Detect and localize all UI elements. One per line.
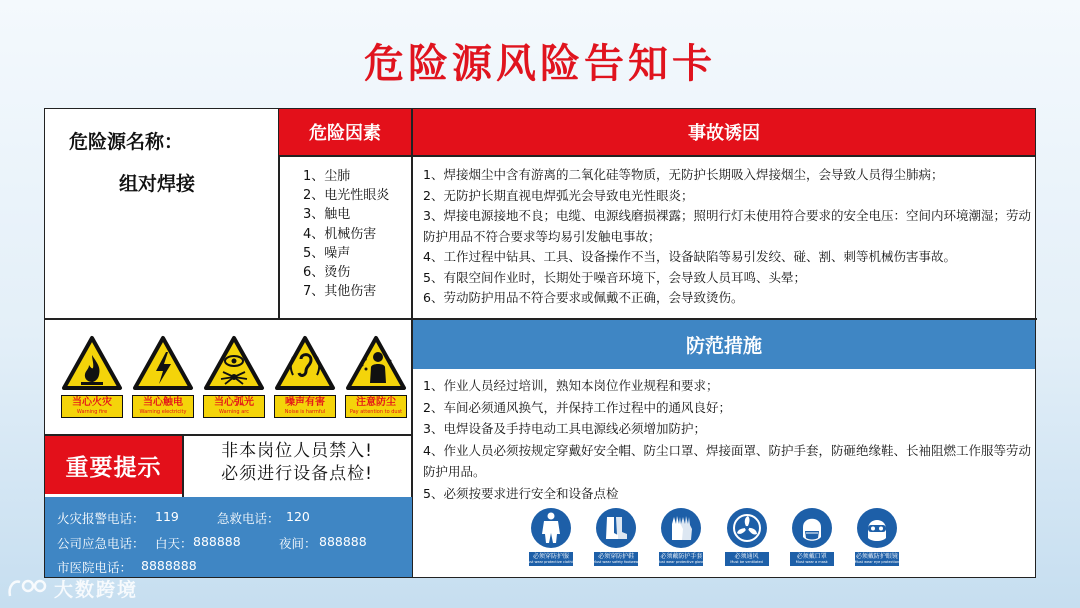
causes-header: 事故诱因 (413, 109, 1035, 155)
important-notice-text: 非本岗位人员禁入! 必须进行设备点检! (221, 441, 373, 484)
dust-icon (345, 335, 407, 391)
day-number: 888888 (193, 534, 241, 549)
important-notice-title: 重要提示 (45, 436, 182, 494)
list-item: 6、烫伤 (303, 265, 351, 281)
ppe-label: 必须戴口罩 Must wear a mask (790, 552, 834, 566)
protective-clothing-icon (530, 507, 572, 549)
list-item: 2、电光性眼炎 (303, 188, 390, 204)
ppe-label: 必须穿防护鞋 Must wear safety footwear (592, 553, 640, 564)
warning-sign-noise (274, 335, 336, 418)
list-item: 5、有限空间作业时，长期处于噪音环境下，会导致人员耳鸣、头晕； (423, 269, 806, 285)
safety-boots-icon (595, 507, 637, 549)
list-item: 5、噪声 (303, 245, 351, 261)
hospital-number: 8888888 (141, 558, 197, 573)
warning-label: 当心弧光 Warning arc (203, 395, 265, 418)
list-item: 4、工作过程中钻具、工具、设备操作不当，设备缺陷等易引发绞、碰、割、刺等机械伤害事故。 (423, 249, 956, 264)
company-emergency-label: 公司应急电话： (57, 536, 145, 551)
first-aid-number: 120 (286, 509, 310, 524)
list-item: 1、焊接烟尘中含有游离的二氧化硅等物质，无防护长期吸入焊接烟尘，会导致人员得尘肺病； (423, 167, 944, 182)
list-item: 6、劳动防护用品不符合要求或佩戴不正确，会导致烫伤。 (423, 290, 744, 305)
warning-sign-dust (345, 335, 407, 418)
measures-header: 防范措施 (413, 320, 1035, 369)
day-label: 白天： (155, 536, 193, 551)
warning-label: 当心火灾 Warning fire (61, 395, 123, 418)
measures-list (423, 375, 1033, 504)
fire-icon (61, 335, 123, 391)
list-item: 2、无防护长期直视电焊弧光会导致电光性眼炎； (423, 187, 694, 203)
noise-icon (274, 335, 336, 391)
factors-header: 危险因素 (279, 109, 411, 155)
ppe-sign-ventilation (725, 507, 769, 566)
warning-sign-electricity (132, 335, 194, 418)
divider (279, 155, 1035, 157)
gloves-icon (660, 507, 702, 549)
electricity-icon (132, 335, 194, 391)
list-item: 2、车间必须通风换气，并保持工作过程中的通风良好； (423, 399, 731, 415)
list-item: 1、作业人员经过培训，熟知本岗位作业规程和要求； (423, 378, 719, 393)
watermark-logo-icon (6, 576, 50, 602)
ppe-label: 必须戴防护手套 Must wear protective gloves (656, 553, 707, 564)
ppe-label: 必须戴防护眼镜 Must wear eye protection (854, 553, 900, 564)
page-title: 危险源风险告知卡 (364, 41, 716, 87)
ppe-sign-mask (790, 507, 834, 566)
ppe-sign-gloves (656, 507, 707, 566)
divider (182, 436, 184, 497)
list-item: 7、其他伤害 (303, 284, 377, 300)
ppe-sign-goggles (855, 507, 899, 566)
divider (45, 434, 412, 436)
warning-sign-arc (203, 335, 265, 418)
list-item: 5、必须按要求进行安全和设备点检 (423, 485, 619, 501)
risk-card (44, 108, 1036, 578)
ppe-sign-clothing (524, 507, 578, 566)
watermark (6, 575, 138, 602)
list-item: 1、尘肺 (303, 169, 351, 184)
list-item: 3、焊接电源接地不良；电缆、电源线磨损裸露；照明行灯未使用符合要求的安全电压：空间内环境潮湿；劳动防护用品不符合要求等均易引发触电事故； (423, 208, 1031, 244)
warning-label: 当心触电 Warning electricity (132, 395, 194, 418)
night-label: 夜间： (279, 536, 317, 551)
watermark-text: 大数跨境 (54, 579, 139, 601)
hospital-label: 市医院电话： (57, 560, 133, 575)
list-item: 3、触电 (303, 207, 351, 223)
warning-signs (61, 335, 407, 418)
ppe-signs (524, 507, 900, 566)
list-item: 3、电焊设备及手持电动工具电源线必须增加防护； (423, 421, 706, 436)
ventilation-fan-icon (726, 507, 768, 549)
hazard-source-label: 危险源名称： (69, 131, 184, 153)
ppe-label: 必须通风 Must be ventilated (725, 552, 769, 566)
first-aid-label: 急救电话： (217, 511, 280, 526)
ppe-label: 必须穿防护服 Must wear protective clothing (524, 553, 578, 564)
mask-icon (791, 507, 833, 549)
warning-label: 噪声有害 Noise is harmful (274, 395, 336, 418)
factors-list (303, 167, 389, 301)
night-number: 888888 (319, 534, 367, 549)
list-item: 4、机械伤害 (303, 226, 377, 242)
warning-sign-fire (61, 335, 123, 418)
fire-alarm-label: 火灾报警电话： (57, 511, 145, 526)
arc-light-icon (203, 335, 265, 391)
fire-alarm-number: 119 (155, 509, 179, 524)
hazard-source-value: 组对焊接 (119, 173, 196, 195)
ppe-sign-footwear (594, 507, 638, 566)
warning-label: 注意防尘 Pay attention to dust (345, 395, 407, 418)
emergency-contacts (45, 497, 412, 577)
list-item: 4、作业人员必须按规定穿戴好安全帽、防尘口罩、焊接面罩、防护手套，防砸绝缘鞋、长袖阻燃工作服等劳动防护用品。 (423, 442, 1031, 479)
goggles-icon (856, 507, 898, 549)
causes-list (423, 165, 1033, 309)
